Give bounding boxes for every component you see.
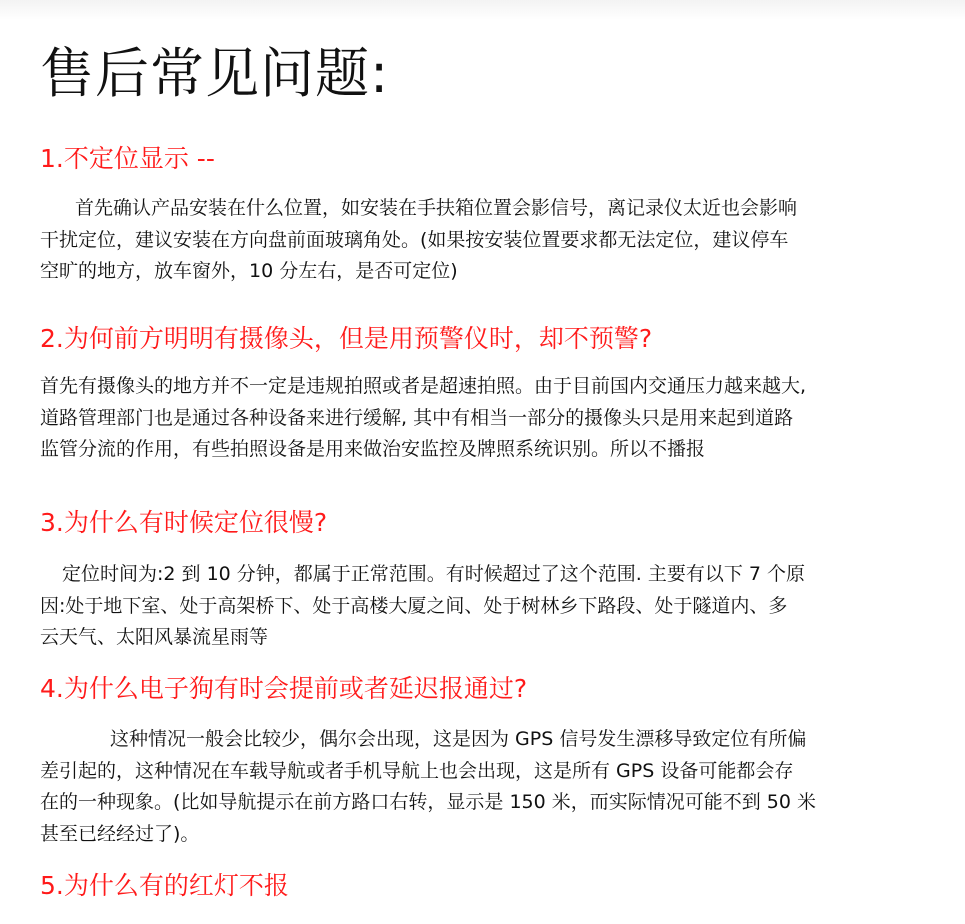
- body-line: 首先有摄像头的地方并不一定是违规拍照或者是超速拍照。由于目前国内交通压力越来越大,: [40, 375, 807, 397]
- section-heading-3: 3.为什么有时候定位很慢?: [40, 508, 328, 537]
- section-body-1: [40, 193, 935, 288]
- body-line: 干扰定位，建议安装在方向盘前面玻璃角处。(如果按安装位置要求都无法定位，建议停车: [40, 228, 789, 251]
- body-line: 甚至已经经过了)。: [40, 822, 200, 845]
- body-line: 这种情况一般会比较少，偶尔会出现，这是因为 GPS 信号发生漂移导致定位有所偏: [110, 728, 807, 750]
- section-heading-1: 1.不定位显示 --: [40, 144, 215, 173]
- section-heading-4: 4.为什么电子狗有时会提前或者延迟报通过?: [40, 674, 528, 703]
- section-body-4: [40, 724, 935, 850]
- body-line: 因:处于地下室、处于高架桥下、处于高楼大厦之间、处于树林乡下路段、处于隧道内、多: [40, 594, 788, 617]
- body-line: 首先确认产品安装在什么位置，如安装在手扶箱位置会影信号，离记录仪太近也会影响: [75, 197, 798, 219]
- section-heading-5: 5.为什么有的红灯不报: [40, 871, 289, 900]
- page-title: 售后常见问题:: [40, 42, 390, 105]
- body-line: 道路管理部门也是通过各种设备来进行缓解, 其中有相当一部分的摄像头只是用来起到道路: [40, 406, 794, 429]
- body-line: 在的一种现象。(比如导航提示在前方路口右转，显示是 150 米，而实际情况可能不到 50 米: [40, 791, 817, 813]
- body-line: 差引起的，这种情况在车载导航或者手机导航上也会出现，这是所有 GPS 设备可能都会存: [40, 759, 794, 782]
- body-line: 监管分流的作用，有些拍照设备是用来做治安监控及牌照系统识别。所以不播报: [40, 438, 706, 460]
- body-line: 空旷的地方，放车窗外，10 分左右，是否可定位): [40, 260, 458, 282]
- section-body-2: [40, 371, 935, 466]
- section-body-3: [40, 559, 935, 654]
- top-toolbar-strip: [0, 0, 965, 20]
- body-line: 云天气、太阳风暴流星雨等: [40, 626, 269, 648]
- body-line: 定位时间为:2 到 10 分钟，都属于正常范围。有时候超过了这个范围. 主要有以下 7 个原: [62, 563, 806, 585]
- section-heading-2: 2.为何前方明明有摄像头，但是用预警仪时，却不预警?: [40, 324, 653, 353]
